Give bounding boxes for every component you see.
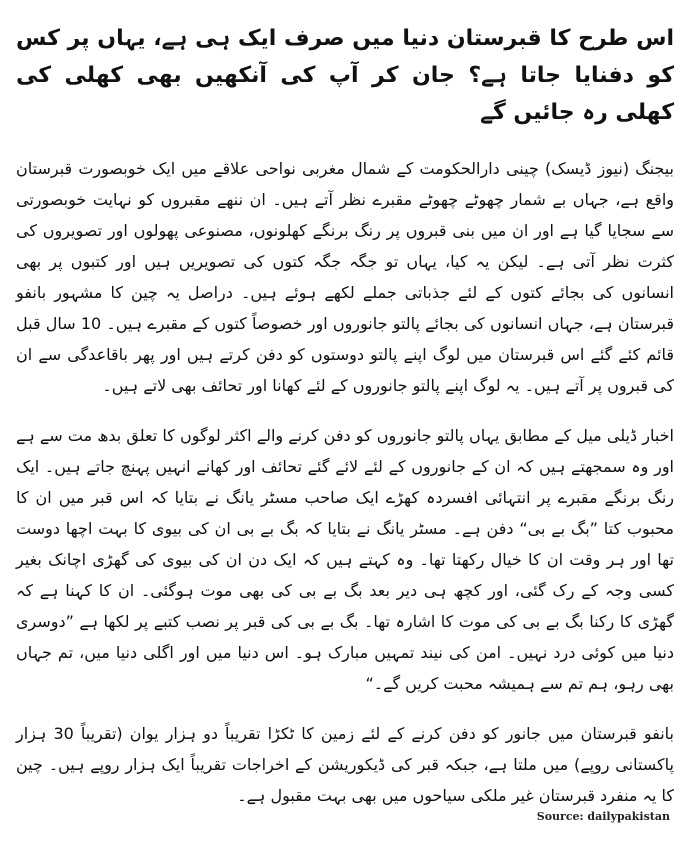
- source-credit: Source: dailypakistan: [536, 810, 670, 823]
- article-paragraph-1: بیجنگ (نیوز ڈیسک) چینی دارالحکومت کے شمال مغربی نواحی علاقے میں ایک خوبصورت قبرستان واقع ہے، جہاں بے شمار چھوٹے چھوٹے مقبرے نظر آتے ہیں۔ ان ننھے مقبروں کو نہایت خوبصورتی سے سجایا گیا ہے اور ان میں بنی قبروں پر رنگ برنگے کھلونوں، مصنوعی پھولوں اور تصویروں کی کثرت نظر آتی ہے۔ لیکن یہ کیا، یہاں تو جگہ جگہ کتوں کی تصویریں ہیں اور کتبوں پر بھی انسانوں کی بجائے کتوں کے لئے جذباتی جملے لکھے ہوئے ہیں۔ دراصل یہ چین کا مشہور بانفو قبرستان ہے، جہاں انسانوں کی بجائے پالتو جانوروں اور خصوصاً کتوں کے مقبرے ہیں۔ 10 سال قبل قائم کئے گئے اس قبرستان میں لوگ اپنے پالتو دوستوں کو دفن کرتے ہیں اور پھر باقاعدگی سے ان کی قبروں پر آتے ہیں۔ یہ لوگ اپنے پالتو جانوروں کے لئے کھانا اور تحائف بھی لاتے ہیں۔: [16, 159, 675, 395]
- article-paragraph-3: بانفو قبرستان میں جانور کو دفن کرنے کے لئے زمین کا ٹکڑا تقریباً دو ہزار یوان (تقریباً 30 ہزار پاکستانی روپے) میں ملتا ہے، جبکہ قبر کی ڈیکوریشن کے اخراجات تقریباً ایک ہزار روپے ہیں۔ چین کا یہ منفرد قبرستان غیر ملکی سیاحوں میں بھی بہت مقبول ہے۔: [16, 724, 674, 805]
- article-headline: اس طرح کا قبرستان دنیا میں صرف ایک ہی ہے، یہاں پر کس کو دفنایا جاتا ہے؟ جان کر آپ کی آنکھیں بھی کھلی کی کھلی رہ جائیں گے: [16, 26, 674, 125]
- article-paragraph-2: اخبار ڈیلی میل کے مطابق یہاں پالتو جانوروں کو دفن کرنے والے اکثر لوگوں کا تعلق بدھ مت سے ہے اور وہ سمجھتے ہیں کہ ان کے جانوروں کے لئے لائے گئے تحائف اور کھانے انہیں پہنچ جاتے ہیں۔ ایک رنگ برنگے مقبرے پر انتہائی افسردہ کھڑے ایک صاحب مسٹر یانگ نے بتایا کہ اس قبر میں ان کا محبوب کتا ”بگ بے بی“ دفن ہے۔ مسٹر یانگ نے بتایا کہ بگ بے بی ان کی بیوی کا بہت اچھا دوست تھا اور ہر وقت ان کا خیال رکھتا تھا۔ وہ کہتے ہیں کہ ایک دن ان کی بیوی کی گھڑی اچانک بغیر کسی وجہ کے رک گئی، اور کچھ ہی دیر بعد بگ بے بی کی بھی موت ہوگئی۔ ان کا کہنا ہے کہ گھڑی کا رکنا بگ بے بی کی موت کا اشارہ تھا۔ بگ بے بی کی قبر پر نصب کتبے پر لکھا ہے ”دوسری دنیا میں کوئی درد نہیں۔ امن کی نیند تمہیں مبارک ہو۔ اس دنیا میں اور اگلی دنیا میں، تم جہاں بھی رہو، ہم تم سے ہمیشہ محبت کریں گے۔“: [16, 426, 675, 693]
